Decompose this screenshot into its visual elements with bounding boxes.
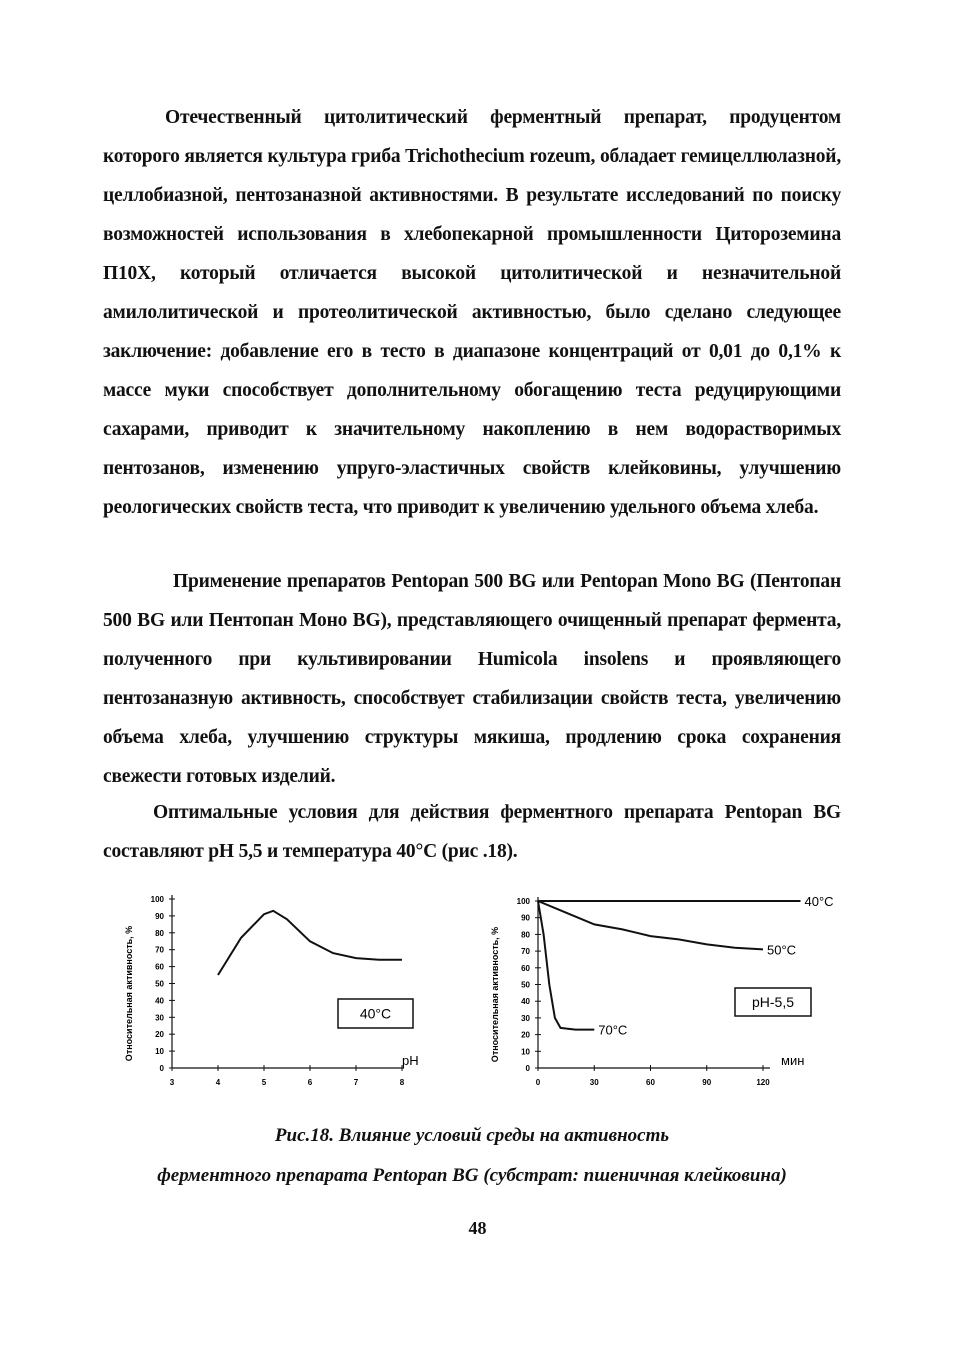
x-tick-label: 8	[399, 1078, 405, 1087]
y-tick-label: 30	[155, 1013, 164, 1023]
paragraph-1: Отечественный цитолитический ферментный препарат, продуцентом которого является культура гриба Trichothecium rozeum, обладает гемицеллюлазной, целлобиазной, пентозаназной активностями. В результате исследований по поиску возможностей использования в хлебопекарной промышленности Цитороземина П10Х, который отличается высокой цитолитической и незначительной амилолитической и протеолитической активностью, было сделано следующее заключение: добавление его в тесто в диапазоне концентраций от 0,01 до 0,1% к массе муки способствует дополнительному обогащению теста редуцирующими сахарами, приводит к значительному накоплению в нем водорастворимых пентозанов, изменению упруго-эластичных свойств клейковины, улучшению реологических свойств теста, что приводит к увеличению удельного объема хлеба.	[103, 107, 841, 518]
annotation-label: 40°С	[359, 1005, 392, 1022]
y-tick-label: 100	[150, 895, 164, 904]
y-tick-label: 70	[521, 947, 530, 957]
x-tick-label: 120	[756, 1078, 770, 1087]
x-tick-label: 0	[535, 1078, 541, 1087]
x-tick-label: 4	[215, 1078, 221, 1087]
y-tick-label: 30	[521, 1013, 530, 1023]
series-line	[218, 911, 402, 975]
x-tick-label: 6	[307, 1078, 313, 1087]
figure-caption-line-1: Рис.18. Влияние условий среды на активность	[274, 1125, 670, 1146]
annotation-label: pH-5,5	[751, 994, 795, 1010]
y-tick-label: 10	[521, 1047, 530, 1057]
y-axis-label: Относительная активность, %	[490, 926, 500, 1063]
series-line	[538, 901, 763, 949]
x-tick-label: 30	[589, 1078, 599, 1087]
series-label: 40°С	[804, 894, 834, 909]
y-tick-label: 70	[155, 945, 164, 955]
paragraph-2: Применение препаратов Pentopan 500 BG или Pentopan Mono BG (Пентопан 500 BG или Пентопан Моно BG), представляющего очищенный препарат фермента, полученного при культивировании Humicola insolens и проявляющего пентозаназную активность, способствует стабилизации свойств теста, увеличению объема хлеба, улучшению структуры мякиша, продлению срока сохранения свежести готовых изделий.	[103, 571, 841, 787]
x-tick-label: 90	[702, 1078, 712, 1087]
y-tick-label: 80	[155, 928, 164, 938]
x-tick-label: 3	[169, 1078, 175, 1087]
x-axis-label: pH	[402, 1053, 419, 1068]
y-tick-label: 60	[155, 962, 164, 972]
paragraph-3: Оптимальные условия для действия ферментного препарата Pentopan BG составляют pH 5,5 и температура 40°С (рис .18).	[103, 802, 841, 862]
y-tick-label: 40	[521, 997, 530, 1007]
figure-caption-line-2: ферментного препарата Pentopan BG (субстрат: пшеничная клейковина)	[157, 1165, 787, 1186]
y-tick-label: 90	[155, 911, 164, 921]
y-tick-label: 0	[525, 1064, 530, 1073]
y-tick-label: 20	[155, 1030, 164, 1040]
page-number: 48	[468, 1218, 487, 1238]
series-label: 70°С	[598, 1022, 628, 1038]
y-tick-label: 20	[521, 1030, 530, 1040]
series-label: 50°С	[767, 942, 797, 958]
y-axis-label: Относительная активность, %	[124, 925, 134, 1062]
y-tick-label: 90	[521, 913, 530, 923]
x-axis-label: мин	[781, 1053, 805, 1068]
y-tick-label: 80	[521, 930, 530, 940]
y-tick-label: 100	[516, 897, 530, 906]
y-tick-label: 50	[521, 980, 530, 990]
y-tick-label: 40	[155, 996, 164, 1006]
y-tick-label: 60	[521, 963, 530, 973]
x-tick-label: 60	[646, 1078, 655, 1087]
chart-ph-activity	[112, 868, 452, 1098]
y-tick-label: 50	[155, 979, 164, 989]
x-tick-label: 7	[353, 1078, 359, 1087]
chart-time-activity	[480, 868, 840, 1098]
y-tick-label: 10	[155, 1047, 164, 1057]
x-tick-label: 5	[261, 1078, 267, 1087]
y-tick-label: 0	[159, 1064, 164, 1073]
